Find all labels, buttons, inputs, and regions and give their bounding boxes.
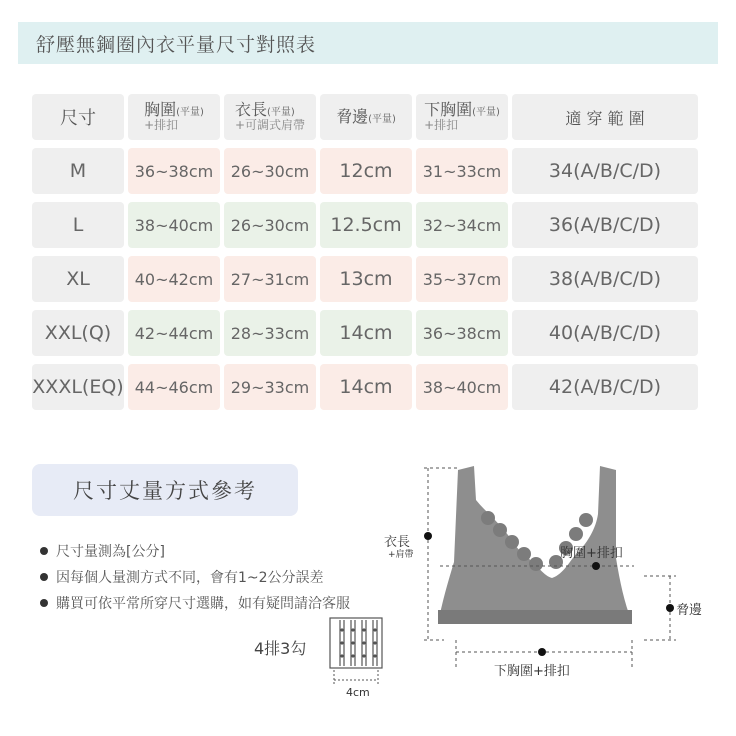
- table-header-cell: [320, 94, 412, 140]
- header-note: +可調式肩帶: [234, 118, 306, 133]
- bullet-icon: [40, 573, 48, 581]
- value-cell: 31~33cm: [416, 148, 508, 194]
- header-label: 衣長: [234, 100, 267, 120]
- value-cell: 12.5cm: [320, 202, 412, 248]
- note-item: [40, 564, 350, 590]
- value-cell: 27~31cm: [224, 256, 316, 302]
- value-cell: 14cm: [320, 310, 412, 356]
- size-cell: XXL(Q): [32, 310, 124, 356]
- table-header-cell: [224, 94, 316, 140]
- note-item: [40, 590, 350, 616]
- note-text: 購買可依平常所穿尺寸選購，如有疑問請洽客服: [56, 596, 350, 612]
- bullet-icon: [40, 599, 48, 607]
- notes-list: [40, 538, 350, 616]
- value-cell: 35~37cm: [416, 256, 508, 302]
- note-item: [40, 538, 350, 564]
- header-label: 尺寸: [60, 108, 96, 129]
- value-cell: 42~44cm: [128, 310, 220, 356]
- value-cell: 44~46cm: [128, 364, 220, 410]
- length-sub-label: +肩帶: [388, 550, 414, 560]
- value-cell: 36(A/B/C/D): [512, 202, 698, 248]
- header-note: +排扣: [144, 118, 179, 133]
- header-label: 適 穿 範 圍: [565, 108, 645, 128]
- note-text: 因每個人量測方式不同，會有1~2公分誤差: [56, 570, 324, 586]
- header-note: +排扣: [424, 118, 459, 133]
- value-cell: 38(A/B/C/D): [512, 256, 698, 302]
- section-title: 尺寸丈量方式參考: [73, 479, 257, 503]
- width-marker: [334, 670, 378, 686]
- length-label: 衣長: [384, 535, 411, 550]
- table-header-cell: [416, 94, 508, 140]
- table-header-cell: [32, 94, 124, 140]
- value-cell: 40~42cm: [128, 256, 220, 302]
- header-label: 胸圍: [144, 100, 177, 120]
- header-sub-label: (平量): [266, 107, 295, 119]
- size-cell: XXXL(EQ): [32, 364, 124, 410]
- side-label: 脅邊: [676, 603, 703, 618]
- value-cell: 12cm: [320, 148, 412, 194]
- hook-label: 4排3勾: [254, 639, 307, 658]
- value-cell: 38~40cm: [128, 202, 220, 248]
- value-cell: 36~38cm: [128, 148, 220, 194]
- size-cell: M: [32, 148, 124, 194]
- value-cell: 36~38cm: [416, 310, 508, 356]
- header-sub-label: (平量): [176, 107, 204, 119]
- value-cell: 13cm: [320, 256, 412, 302]
- header-label: 脅邊: [336, 106, 369, 126]
- title-bar: [18, 22, 718, 64]
- header-sub-label: (平量): [472, 107, 500, 119]
- note-text: 尺寸量測為[公分]: [56, 544, 165, 560]
- table-header-cell: [128, 94, 220, 140]
- page-title: 舒壓無鋼圈內衣平量尺寸對照表: [36, 33, 317, 56]
- value-cell: 38~40cm: [416, 364, 508, 410]
- hook-width-label: 4cm: [346, 686, 370, 699]
- value-cell: 28~33cm: [224, 310, 316, 356]
- header-label: 下胸圍: [424, 100, 473, 120]
- value-cell: 14cm: [320, 364, 412, 410]
- table-header-cell: [512, 94, 698, 140]
- size-cell: L: [32, 202, 124, 248]
- bust-label: 胸圍+排扣: [560, 546, 623, 561]
- section-header: [32, 464, 298, 516]
- bra-measurement-diagram: [380, 462, 720, 692]
- underbust-label: 下胸圍+排扣: [494, 664, 570, 679]
- value-cell: 26~30cm: [224, 148, 316, 194]
- value-cell: 32~34cm: [416, 202, 508, 248]
- value-cell: 26~30cm: [224, 202, 316, 248]
- value-cell: 34(A/B/C/D): [512, 148, 698, 194]
- bullet-icon: [40, 547, 48, 555]
- size-cell: XL: [32, 256, 124, 302]
- bra-band: [438, 610, 632, 624]
- value-cell: 42(A/B/C/D): [512, 364, 698, 410]
- header-sub-label: (平量): [368, 113, 396, 125]
- value-cell: 29~33cm: [224, 364, 316, 410]
- value-cell: 40(A/B/C/D): [512, 310, 698, 356]
